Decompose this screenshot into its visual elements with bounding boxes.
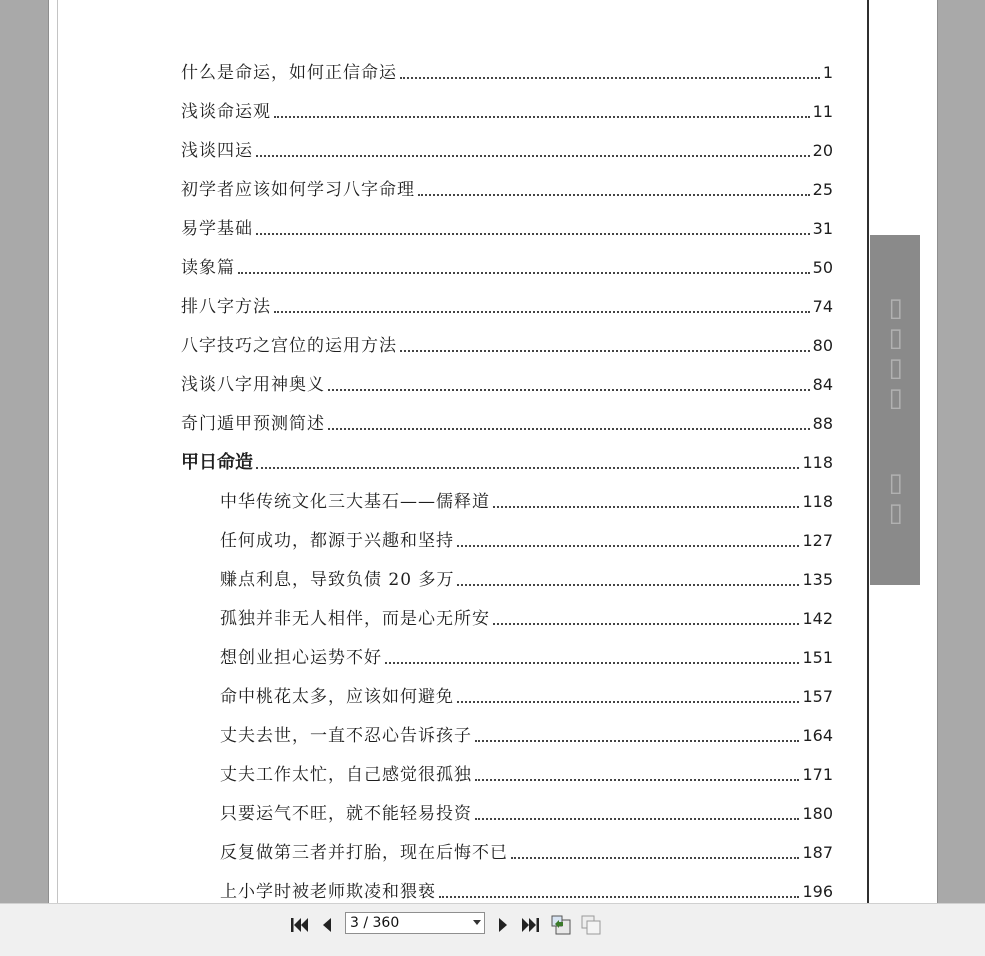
side-tab-decoration: ▯▯▯▯ (880, 292, 911, 413)
previous-page-button[interactable] (316, 914, 338, 936)
last-page-icon (521, 916, 541, 934)
toc-leader-dots (475, 739, 799, 742)
toc-leader-dots (475, 778, 799, 781)
toc-entry-title: 甲日命造 (181, 452, 253, 473)
toc-entry-page: 180 (802, 804, 833, 823)
toc-leader-dots (238, 271, 810, 274)
toc-entry-title: 命中桃花太多，应该如何避免 (220, 687, 454, 707)
toc-entry-page: 31 (812, 219, 833, 238)
toc-subentry[interactable] (220, 565, 833, 591)
single-page-view-icon (580, 914, 602, 936)
side-tab-decoration: ▯▯ (880, 467, 911, 528)
toc-entry-title: 只要运气不旺，就不能轻易投资 (220, 804, 472, 824)
toc-entry-title: 想创业担心运势不好 (220, 648, 382, 668)
toc-entry-page: 25 (812, 180, 833, 199)
previous-page-icon (320, 916, 334, 934)
side-thumb-tab (870, 235, 920, 585)
toc-leader-dots (400, 76, 820, 79)
toc-entry[interactable] (181, 136, 833, 162)
chevron-down-icon (470, 913, 484, 933)
toc-leader-dots (493, 622, 799, 625)
toc-entry-page: 118 (802, 453, 833, 472)
toc-subentry[interactable] (220, 604, 833, 630)
toc-entry-page: 157 (802, 687, 833, 706)
toc-leader-dots (457, 700, 799, 703)
toc-leader-dots (256, 232, 810, 235)
toc-entry[interactable] (181, 58, 833, 84)
toc-entry-page: 74 (812, 297, 833, 316)
continuous-view-icon (550, 914, 572, 936)
toc-entry[interactable] (181, 292, 833, 318)
toc-entry-page: 20 (812, 141, 833, 160)
toc-entry-title: 丈夫去世，一直不忍心告诉孩子 (220, 726, 472, 746)
document-page (48, 0, 938, 903)
toc-entry-title: 反复做第三者并打胎，现在后悔不已 (220, 843, 508, 863)
toc-entry-page: 135 (802, 570, 833, 589)
page-indicator: 3 / 360 (350, 915, 400, 931)
toc-entry-title: 浅谈八字用神奥义 (181, 375, 325, 395)
toc-entry-page: 84 (812, 375, 833, 394)
next-page-button[interactable] (492, 914, 514, 936)
toc-leader-dots (457, 583, 799, 586)
toc-leader-dots (511, 856, 799, 859)
toc-subentry[interactable] (220, 643, 833, 669)
toc-entry-title: 中华传统文化三大基石——儒释道 (220, 492, 490, 512)
toc-entry[interactable] (181, 175, 833, 201)
toc-subentry[interactable] (220, 682, 833, 708)
toc-leader-dots (493, 505, 799, 508)
toc-leader-dots (385, 661, 799, 664)
toc-leader-dots (328, 427, 810, 430)
toc-entry-title: 读象篇 (181, 258, 235, 278)
first-page-button[interactable] (288, 914, 310, 936)
toc-subentry[interactable] (220, 526, 833, 552)
toc-entry-title: 任何成功，都源于兴趣和坚持 (220, 531, 454, 551)
toc-entry-title: 奇门遁甲预测简述 (181, 414, 325, 434)
toc-subentry[interactable] (220, 877, 833, 903)
toc-subentry[interactable] (220, 487, 833, 513)
toc-leader-dots (274, 310, 810, 313)
toc-subentry[interactable] (220, 721, 833, 747)
toc-entry-title: 排八字方法 (181, 297, 271, 317)
toc-entry-page: 1 (822, 63, 833, 82)
toc-subentry[interactable] (220, 760, 833, 786)
toc-leader-dots (475, 817, 799, 820)
toc-entry-title: 浅谈四运 (181, 141, 253, 161)
page-right-rule (867, 0, 869, 903)
toc-leader-dots (256, 466, 799, 469)
toc-entry-page: 11 (812, 102, 833, 121)
toc-entry-page: 171 (802, 765, 833, 784)
toc-entry-page: 50 (812, 258, 833, 277)
toc-entry-page: 164 (802, 726, 833, 745)
navigation-toolbar (0, 903, 985, 956)
toc-leader-dots (328, 388, 810, 391)
toc-entry-page: 142 (802, 609, 833, 628)
toc-entry-title: 丈夫工作太忙，自己感觉很孤独 (220, 765, 472, 785)
toc-entry-page: 151 (802, 648, 833, 667)
toc-entry-title: 什么是命运，如何正信命运 (181, 63, 397, 83)
toc-entry[interactable] (181, 253, 833, 279)
last-page-button[interactable] (520, 914, 542, 936)
toc-subentry[interactable] (220, 799, 833, 825)
toc-leader-dots (256, 154, 810, 157)
continuous-view-button[interactable] (550, 914, 572, 936)
toc-entry[interactable] (181, 409, 833, 435)
toc-entry-title: 初学者应该如何学习八字命理 (181, 180, 415, 200)
toc-entry-page: 88 (812, 414, 833, 433)
toc-leader-dots (457, 544, 799, 547)
toc-entry[interactable] (181, 214, 833, 240)
toc-entry[interactable] (181, 370, 833, 396)
toc-entry-title: 赚点利息，导致负债 20 多万 (220, 570, 455, 590)
page-edge-line (57, 0, 58, 903)
toc-leader-dots (274, 115, 810, 118)
toc-entry-page: 187 (802, 843, 833, 862)
toc-entry-page: 196 (802, 882, 833, 901)
single-page-view-button[interactable] (580, 914, 602, 936)
toc-entry[interactable] (181, 331, 833, 357)
toc-entry-title: 孤独并非无人相伴，而是心无所安 (220, 609, 490, 629)
next-page-icon (496, 916, 510, 934)
toc-entry-title: 易学基础 (181, 219, 253, 239)
toc-leader-dots (400, 349, 810, 352)
page-number-select[interactable] (345, 912, 485, 934)
toc-entry-page: 80 (812, 336, 833, 355)
toc-leader-dots (439, 895, 799, 898)
toc-entry-title: 上小学时被老师欺凌和猥亵 (220, 882, 436, 902)
toc-subentry[interactable] (220, 838, 833, 864)
toc-section-heading[interactable] (181, 448, 833, 474)
toc-entry-page: 127 (802, 531, 833, 550)
toc-entry-title: 浅谈命运观 (181, 102, 271, 122)
first-page-icon (289, 916, 309, 934)
toc-leader-dots (418, 193, 810, 196)
toc-entry[interactable] (181, 97, 833, 123)
toc-entry-title: 八字技巧之宫位的运用方法 (181, 336, 397, 356)
toc-entry-page: 118 (802, 492, 833, 511)
